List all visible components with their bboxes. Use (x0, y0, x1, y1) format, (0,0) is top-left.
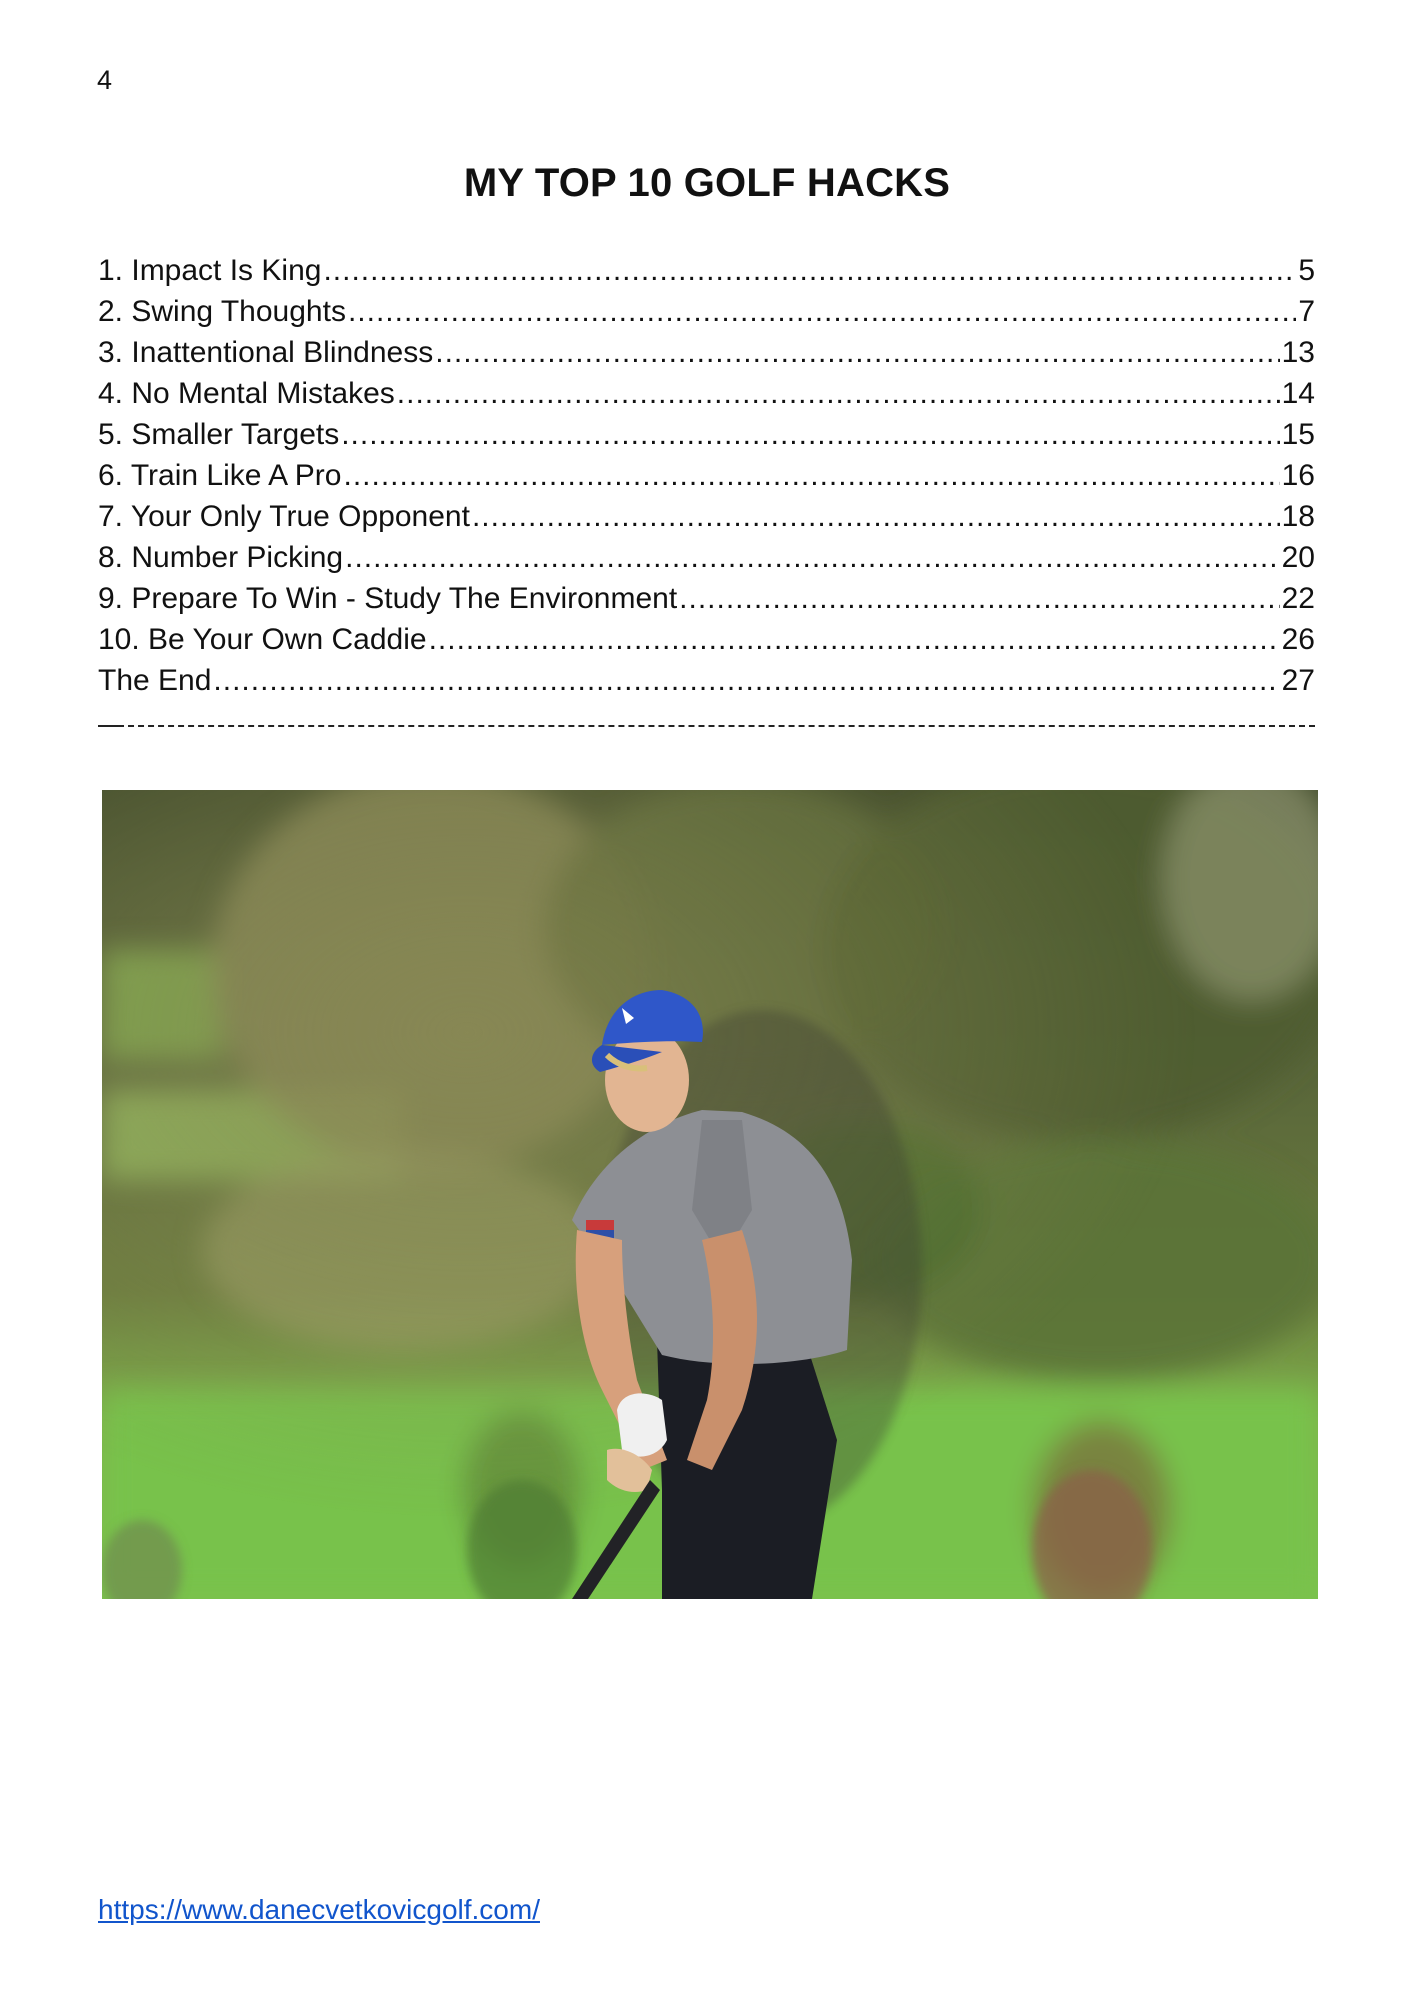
toc-entry-page: 16 (1281, 459, 1315, 492)
toc-entry-page: 18 (1281, 500, 1315, 533)
toc-dot-leader (429, 619, 1280, 660)
toc-dot-leader (348, 291, 1296, 332)
toc-entry-page: 22 (1281, 582, 1315, 615)
table-of-contents (98, 250, 1315, 701)
toc-entry-label: 5. Smaller Targets (98, 418, 340, 451)
toc-entry[interactable] (98, 660, 1315, 701)
golfer-photo (102, 790, 1318, 1599)
toc-divider (98, 716, 1315, 736)
toc-dot-leader (679, 578, 1279, 619)
toc-entry[interactable] (98, 537, 1315, 578)
toc-entry[interactable] (98, 373, 1315, 414)
toc-entry[interactable] (98, 455, 1315, 496)
toc-dot-leader (213, 660, 1279, 701)
toc-entry[interactable] (98, 414, 1315, 455)
toc-dot-leader (323, 250, 1296, 291)
toc-entry[interactable] (98, 332, 1315, 373)
page-title: MY TOP 10 GOLF HACKS (463, 161, 951, 205)
toc-entry-page: 27 (1281, 664, 1315, 697)
toc-entry-label: 1. Impact Is King (98, 254, 322, 287)
toc-entry[interactable] (98, 578, 1315, 619)
toc-dot-leader (343, 455, 1279, 496)
toc-entry-page: 20 (1281, 541, 1315, 574)
toc-entry-page: 14 (1281, 377, 1315, 410)
toc-dot-leader (397, 373, 1280, 414)
toc-entry-label: 6. Train Like A Pro (98, 459, 342, 492)
toc-entry[interactable] (98, 619, 1315, 660)
toc-dot-leader (435, 332, 1279, 373)
website-link[interactable]: https://www.danecvetkovicgolf.com/ (98, 1894, 540, 1925)
toc-entry-label: 4. No Mental Mistakes (98, 377, 395, 410)
toc-entry-label: 10. Be Your Own Caddie (98, 623, 427, 656)
toc-dot-leader (341, 414, 1279, 455)
page-number: 4 (97, 65, 113, 95)
toc-entry-label: 2. Swing Thoughts (98, 295, 346, 328)
toc-entry-label: 9. Prepare To Win - Study The Environment (98, 582, 678, 615)
toc-entry-page: 13 (1281, 336, 1315, 369)
toc-entry-label: 7. Your Only True Opponent (98, 500, 470, 533)
toc-entry-label: 3. Inattentional Blindness (98, 336, 434, 369)
toc-entry-page: 7 (1298, 295, 1315, 328)
toc-dot-leader (472, 496, 1280, 537)
toc-entry[interactable] (98, 291, 1315, 332)
toc-entry-page: 5 (1298, 254, 1315, 287)
toc-entry[interactable] (98, 496, 1315, 537)
toc-entry[interactable] (98, 250, 1315, 291)
golfer-photo-icon (102, 790, 1318, 1599)
toc-dot-leader (345, 537, 1280, 578)
toc-entry-page: 26 (1281, 623, 1315, 656)
toc-entry-page: 15 (1281, 418, 1315, 451)
toc-entry-label: 8. Number Picking (98, 541, 344, 574)
toc-entry-label: The End (98, 664, 212, 697)
